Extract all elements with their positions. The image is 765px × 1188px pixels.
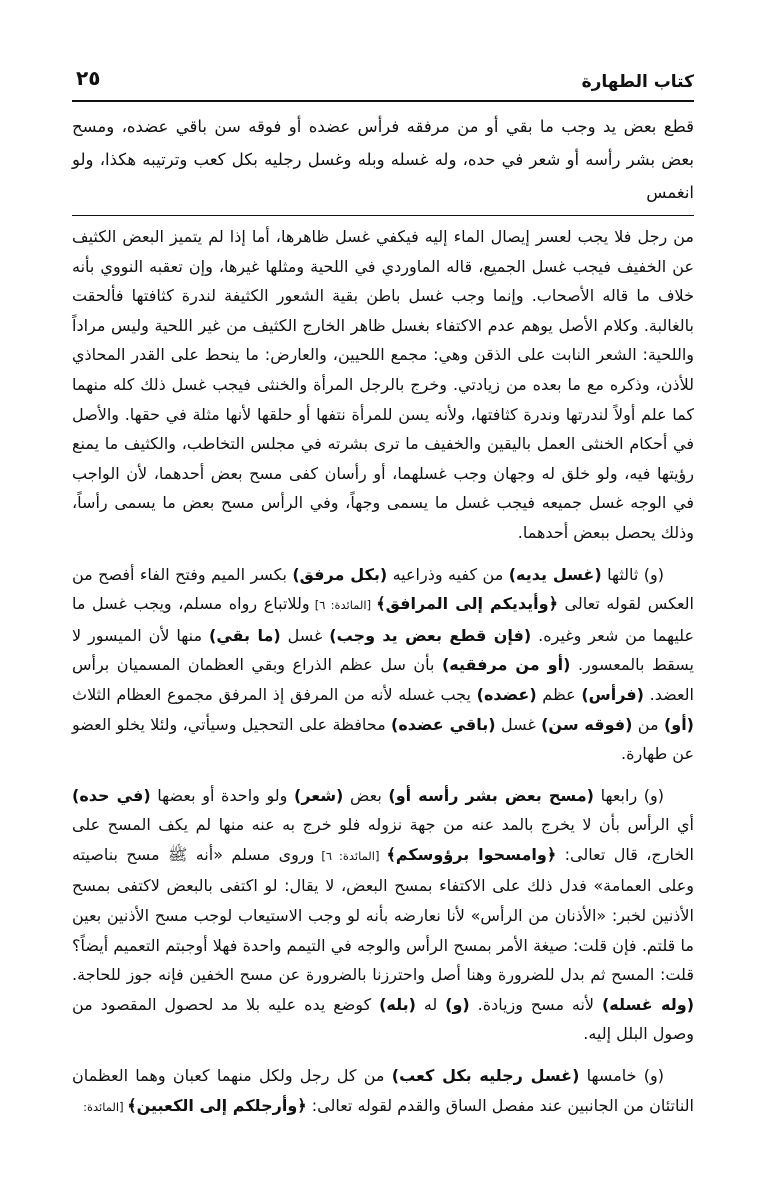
matn-quote: (فوقه سن): [541, 714, 633, 734]
matn-quote: (في حده): [72, 785, 151, 805]
text-run: وروى مسلم «أنه ﷺ مسح بناصيته وعلى العمامة» فدل ذلك على الاكتفاء بمسح البعض، لا يقال: لو اكتفى بالبعض لاكتفى بمسح الأذنين لخبر: «الأذنان من الرأس» لأنا نعارضه بأنه لو وجب الاستيعاب لوجب مسح الأذنين بعين ما قلتم. فإن قلت: صيغة الأمر بمسح الرأس والوجه في التيمم واحدة فهلا أوجبتم التعميم أيضاً؟ قلت: المسح ثم بدل للضرورة وهنا أصل واحترزنا بالضرورة عن مسح الخفين فإنه جوز للحاجة.: [72, 844, 694, 985]
text-run: من: [632, 714, 664, 734]
matn-quote: (غسل رجليه بكل كعب): [391, 1066, 580, 1086]
text-run: (و) خامسها: [579, 1066, 664, 1086]
book-title: كتاب الطهارة: [581, 72, 694, 92]
text-run: بكسر الميم وفتح الفاء أفصح من العكس لقوله تعالى: [72, 564, 694, 614]
quran-quote: ﴿وأرجلكم إلى الكعبين﴾: [127, 1095, 307, 1115]
matn-quote: (أو من مرفقيه): [441, 655, 571, 675]
matn-quote: (و): [445, 994, 470, 1014]
section-divider: [72, 215, 694, 216]
matn-quote: (ما بقي): [209, 625, 281, 645]
matn-text: قطع بعض يد وجب ما بقي أو من مرفقه فرأس عضده أو فوقه سن باقي عضده، ومسح بعض بشر رأسه أو شعر في حده، وله غسله وبله وغسل رجليه بكل كعب وترتيبه هكذا، ولو انغمس: [72, 117, 694, 202]
quran-quote: ﴿وأيديكم إلى المرافق﴾: [376, 594, 558, 614]
text-run: (و) ثالثها: [601, 564, 664, 584]
matn-quote: (فإن قطع بعض يد وجب): [329, 625, 532, 645]
matn-quote: (فرأس): [581, 684, 644, 704]
commentary-paragraph: [72, 1061, 694, 1122]
quran-reference: [المائدة: ٦]: [309, 598, 377, 613]
text-run: له: [415, 994, 446, 1014]
text-run: من كفيه وذراعيه: [387, 564, 509, 584]
quran-reference: [المائدة:: [83, 1099, 128, 1114]
text-run: محافظة على التحجيل وسيأتي، ولئلا يخلو العضو عن طهارة.: [72, 714, 694, 764]
quran-reference: [المائدة: ٦]: [314, 848, 387, 863]
page-number: ٢٥: [76, 66, 101, 90]
text-run: أي الرأس بأن لا يخرج بالمد عنه من جهة نزوله فلو خرج به عنه منها لم يكف المسح على الخارج، قال تعالى:: [72, 815, 695, 864]
page-header: [72, 62, 694, 102]
matn-quote: (أو): [663, 714, 694, 734]
matn-quote: (بله): [379, 994, 416, 1014]
matn-quote: (وله غسله): [601, 994, 695, 1014]
commentary-paragraph: من رجل فلا يجب لعسر إيصال الماء إليه فيكفي غسل ظاهرها، أما إذا لم يتميز البعض الكثيف عن الخفيف فيجب غسل الجميع، قاله الماوردي في اللحية ومثلها غيرها، وإن تعقبه النووي بأنه خلاف ما قاله الأصحاب. وإنما وجب غسل باطن بقية الشعور الكثيفة لندرة كثافتها فألحقت بالغالبة. وكلام الأصل يوهم عدم الاكتفاء بغسل ظاهر الخارج الكثيف من غير اللحية وليس مراداً واللحية: الشعر النابت على الذقن وهي: مجمع اللحيين، والعارض: ما ينحط على القدر المحاذي للأذن، وذكره مع ما بعده من زيادتي. وخرج بالرجل المرأة والخنثى فيجب غسل ذلك كله منهما كما علم أولاً لندرتها وندرة كثافتها، ولأنه يسن للمرأة نتفها أو حلقها لأنها مثلة في حقها. والأصل في أحكام الخنثى العمل باليقين والخفيف ما ترى بشرته في مجلس التخاطب، والكثيف ما يمنع رؤيتها فيه، ولو خلق له وجهان وجب غسلهما، أو رأسان كفى مسح بعض أحدهما، لأن الواجب في الوجه غسل جميعه فيجب غسل ما يسمى وجهاً، وفي الرأس مسح بعض ما يسمى رأساً، وذلك يحصل ببعض أحدهما.: [72, 227, 694, 542]
text-run: بأن سل عظم الذراع وبقي العظمان المسميان برأس العضد.: [72, 655, 695, 704]
matn-quote: (بكل مرفق): [292, 564, 388, 584]
text-run: (و) رابعها: [593, 785, 665, 805]
text-run: وللاتباع رواه مسلم، ويجب غسل ما عليهما من شعر وغيره.: [72, 594, 695, 645]
book-page: [72, 62, 694, 1122]
text-run: بعض: [343, 785, 389, 805]
matn-quote: (غسل يديه): [508, 564, 602, 584]
commentary-paragraph: [72, 781, 694, 1049]
text-run: من كل رجل ولكل منهما كعبان وهما العظمان الناتئان من الجانبين عند مفصل الساق والقدم لقوله تعالى:: [72, 1066, 694, 1115]
text-run: غسل: [280, 625, 330, 645]
matn-quote: (مسح بعض بشر رأسه أو): [388, 785, 594, 805]
text-run: يجب غسله لأنه من المرفق إذ المرفق مجموع العظام الثلاث: [72, 684, 477, 704]
text-run: غسل: [495, 714, 542, 734]
text-run: لأنه مسح وزيادة.: [469, 994, 602, 1014]
text-run: منها لأن الميسور لا يسقط بالمعسور.: [72, 625, 694, 675]
matn-quote: (شعر): [294, 785, 344, 805]
commentary-paragraph: [72, 560, 694, 769]
quran-quote: ﴿وامسحوا برؤوسكم﴾: [386, 844, 557, 864]
text-run: كوضع يده عليه بلا مد لحصول المقصود من وصول البلل إليه.: [72, 994, 694, 1044]
text-run: ولو واحدة أو بعضها: [150, 785, 295, 805]
matn-quote: (عضده): [476, 684, 537, 704]
matn-quote: (باقي عضده): [391, 714, 496, 734]
commentary: [72, 222, 694, 1122]
text-run: عظم: [536, 684, 582, 704]
